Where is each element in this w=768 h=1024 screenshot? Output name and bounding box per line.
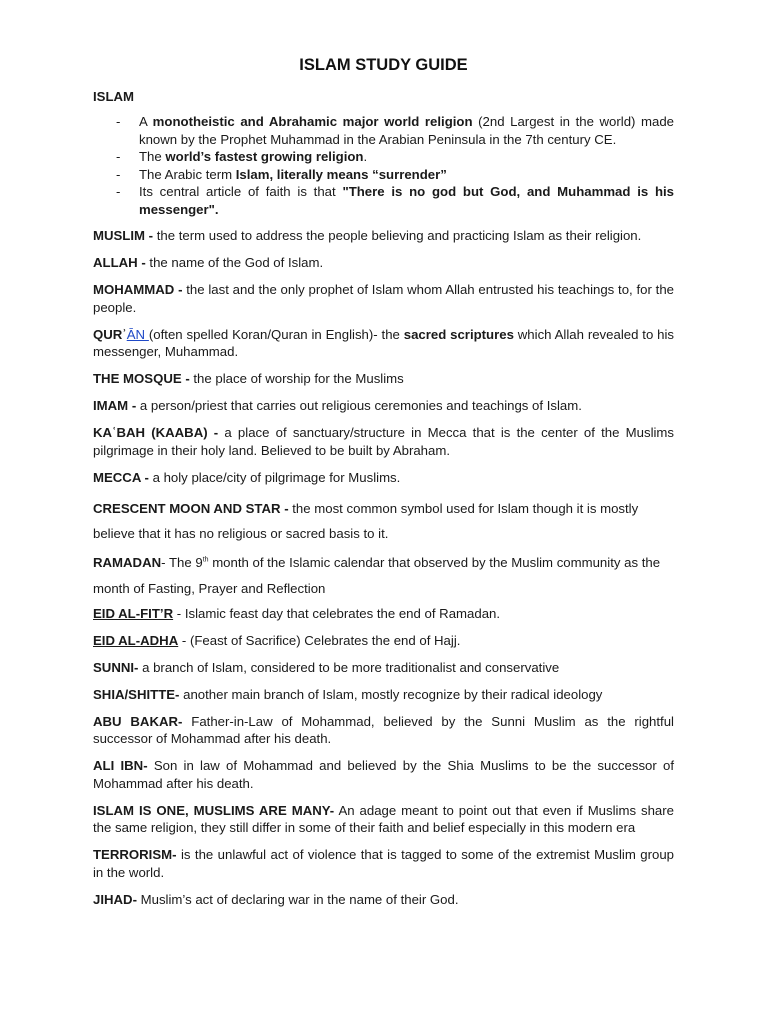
entry-ali-ibn: ALI IBN- Son in law of Mohammad and believed by the Shia Muslims to be the successor of Mohammad after his death. (93, 758, 674, 791)
document-page (93, 52, 674, 918)
islam-bullet-list (93, 113, 674, 218)
quran-link[interactable]: ĀN (126, 326, 149, 342)
entry-jihad: JIHAD- Muslim’s act of declaring war in the name of their God. (93, 891, 459, 907)
bullet-item: - The Arabic term Islam, literally means “surrender” (93, 166, 674, 184)
bullet-item: - A monotheistic and Abrahamic major world religion (2nd Largest in the world) made known by the Prophet Muhammad in the Arabian Peninsula in the 7th century CE. (93, 113, 674, 148)
entry-allah: ALLAH - the name of the God of Islam. (93, 255, 324, 270)
entry-ramadan: RAMADAN- The 9th month of the Islamic calendar that observed by the Muslim community as the month of Fasting, Prayer and Reflection (93, 554, 661, 596)
entry-muslim: MUSLIM - the term used to address the people believing and practicing Islam as their religion. (93, 228, 642, 243)
entry-eid-al-adha: EID AL-ADHA - (Feast of Sacrifice) Celebrates the end of Hajj. (93, 632, 461, 648)
entry-imam: IMAM - a person/priest that carries out religious ceremonies and teachings of Islam. (93, 398, 582, 413)
entry-mecca: MECCA - a holy place/city of pilgrimage for Muslims. (93, 469, 401, 485)
entry-kaaba: KAʿBAH (KAABA) - a place of sanctuary/structure in Mecca that is the center of the Muslims pilgrimage in their holy land. Believed to be built by Abraham. (93, 425, 675, 458)
entry-quran: QURʾĀN (often spelled Koran/Quran in English)- the sacred scriptures which Allah revealed to his messenger, Muhammad. (93, 326, 675, 359)
entry-crescent-moon: CRESCENT MOON AND STAR - the most common symbol used for Islam though it is mostly believe that it has no religious or sacred basis to it. (93, 500, 639, 541)
page-title: ISLAM STUDY GUIDE (299, 56, 468, 74)
section-heading-islam: ISLAM (93, 89, 135, 104)
bullet-item: - The world’s fastest growing religion. (93, 148, 674, 166)
entry-terrorism: TERRORISM- is the unlawful act of violence that is tagged to some of the extremist Muslim group in the world. (93, 847, 674, 880)
entry-mohammad: MOHAMMAD - the last and the only prophet of Islam whom Allah entrusted his teachings to, for the people. (93, 282, 674, 315)
entry-sunni: SUNNI- a branch of Islam, considered to be more traditionalist and conservative (93, 659, 560, 675)
entry-islam-is-one: ISLAM IS ONE, MUSLIMS ARE MANY- An adage meant to point out that even if Muslims share the same religion, they still differ in some of their faith and belief especially in this modern era (93, 802, 674, 835)
entry-abu-bakar: ABU BAKAR- Father-in-Law of Mohammad, believed by the Sunni Muslim as the rightful successor of Mohammad after his death. (93, 713, 674, 746)
entry-eid-al-fitr: EID AL-FIT’R - Islamic feast day that celebrates the end of Ramadan. (93, 605, 501, 621)
bullet-item: - Its central article of faith is that "There is no god but God, and Muhammad is his messenger". (93, 183, 674, 218)
entry-mosque: THE MOSQUE - the place of worship for the Muslims (93, 371, 404, 386)
entry-shia: SHIA/SHITTE- another main branch of Islam, mostly recognize by their radical ideology (93, 686, 603, 702)
